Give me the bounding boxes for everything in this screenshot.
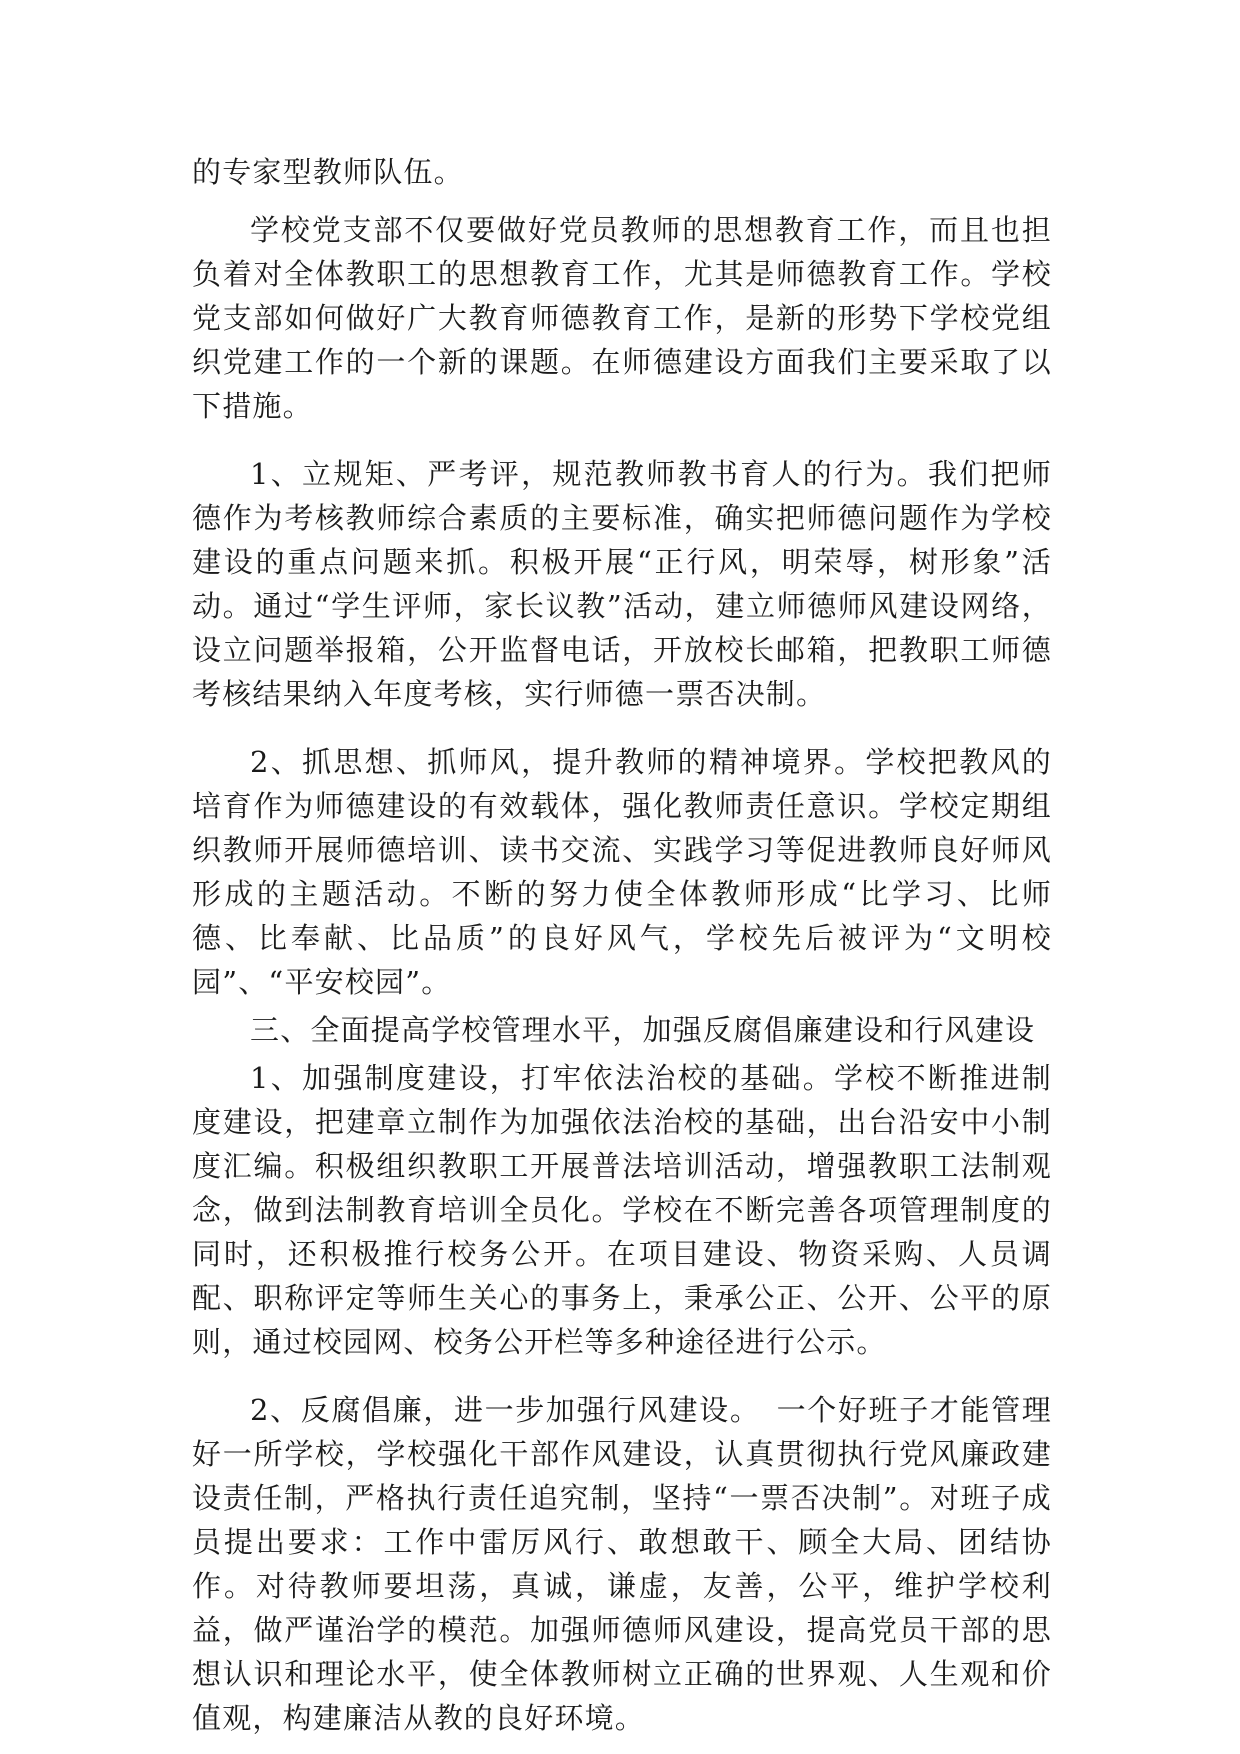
paragraph-measure-2: 2、抓思想、抓师风，提升教师的精神境界。学校把教风的培育作为师德建设的有效载体，强化教师责任意识。学校定期组织教师开展师德培训、读书交流、实践学习等促进教师良好师风形成的主题活动。不断的努力使全体教师形成“比学习、比师德、比奉献、比品质”的良好风气，学校先后被评为“文明校园”、“平安校园”。 [192, 745, 1052, 999]
paragraph-anti-corruption: 2、反腐倡廉，进一步加强行风建设。 一个好班子才能管理好一所学校，学校强化干部作风建设，认真贯彻执行党风廉政建设责任制，严格执行责任追究制，坚持“一票否决制”。对班子成员提出要求：工作中雷厉风行、敢想敢干、顾全大局、团结协作。对待教师要坦荡，真诚，谦虚，友善，公平，维护学校利益，做严谨治学的模范。加强师德师风建设，提高党员干部的思想认识和理论水平，使全体教师树立正确的世界观、人生观和价值观，构建廉洁从教的良好环境。 [192, 1393, 1052, 1735]
section-heading-3: 三、全面提高学校管理水平，加强反腐倡廉建设和行风建设 [250, 1013, 1036, 1047]
paragraph-continuation: 的专家型教师队伍。 [192, 155, 464, 189]
paragraph-system-building: 1、加强制度建设，打牢依法治校的基础。学校不断推进制度建设，把建章立制作为加强依法治校的基础，出台沿安中小制度汇编。积极组织教职工开展普法培训活动，增强教职工法制观念，做到法制教育培训全员化。学校在不断完善各项管理制度的同时，还积极推行校务公开。在项目建设、物资采购、人员调配、职称评定等师生关心的事务上，秉承公正、公开、公平的原则，通过校园网、校务公开栏等多种途径进行公示。 [192, 1061, 1052, 1359]
paragraph-party-branch: 学校党支部不仅要做好党员教师的思想教育工作，而且也担负着对全体教职工的思想教育工作，尤其是师德教育工作。学校党支部如何做好广大教育师德教育工作，是新的形势下学校党组织党建工作的一个新的课题。在师德建设方面我们主要采取了以下措施。 [192, 213, 1052, 423]
document-body [192, 150, 1052, 1740]
paragraph-measure-1: 1、立规矩、严考评，规范教师教书育人的行为。我们把师德作为考核教师综合素质的主要标准，确实把师德问题作为学校建设的重点问题来抓。积极开展“正行风，明荣辱，树形象”活动。通过“学生评师，家长议教”活动，建立师德师风建设网络，设立问题举报箱，公开监督电话，开放校长邮箱，把教职工师德考核结果纳入年度考核，实行师德一票否决制。 [192, 457, 1052, 711]
